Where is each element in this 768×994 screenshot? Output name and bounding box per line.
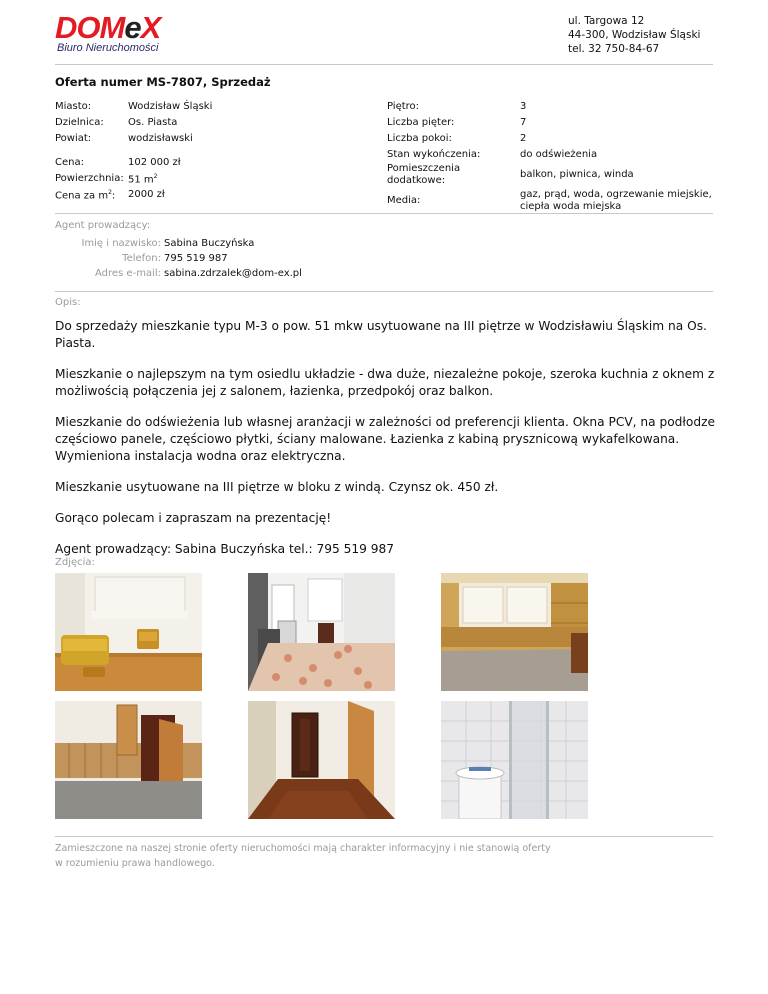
description-paragraph: Mieszkanie o najlepszym na tym osiedlu układzie - dwa duże, niezależne pokoje, szeroka kuchnia z oknem z możliwością połączenia jej z salonem, łazienka, przedpokój oraz balkon. bbox=[55, 367, 715, 398]
detail-row-extra-rooms: Pomieszczenia dodatkowe: balkon, piwnica, winda bbox=[387, 163, 634, 186]
detail-row-media: Media: gaz, prąd, woda, ogrzewanie miejskie, ciepła woda miejska bbox=[387, 189, 712, 212]
agent-email[interactable]: sabina.zdrzalek@dom-ex.pl bbox=[164, 268, 302, 279]
logo-subtitle: Biuro Nieruchomości bbox=[57, 42, 159, 54]
details-divider bbox=[55, 213, 713, 214]
description-paragraph: Do sprzedaży mieszkanie typu M-3 o pow. 51 mkw usytuowane na III piętrze w Wodzisławiu Śląskim na Os. Piasta. bbox=[55, 319, 707, 350]
description-body bbox=[55, 318, 715, 572]
agent-name-row: Imię i nazwisko: Sabina Buczyńska bbox=[80, 236, 302, 251]
photo-hallway[interactable] bbox=[248, 701, 395, 819]
description-section-label: Opis: bbox=[55, 297, 81, 308]
description-paragraph: Agent prowadzący: Sabina Buczyńska tel.: 795 519 987 bbox=[55, 542, 395, 556]
disclaimer-line1: Zamieszczone na naszej stronie oferty nieruchomości mają charakter informacyjny i nie stanowią oferty bbox=[55, 843, 551, 854]
photos-section-label: Zdjęcia: bbox=[55, 557, 95, 568]
agent-info bbox=[80, 236, 302, 281]
legal-disclaimer bbox=[55, 841, 551, 871]
agent-section-label: Agent prowadzący: bbox=[55, 220, 151, 231]
company-logo bbox=[55, 12, 255, 54]
description-paragraph: Mieszkanie do odświeżenia lub własnej aranżacji w zależności od preferencji klienta. Okna PCV, na podłodze częściowo panele, częściowo płytki, ściany malowane. Łazienka z kabiną prysznicową wykafelkowana. Wymieniona instalacja wodna oraz elektryczna. bbox=[55, 415, 715, 463]
offer-title: Oferta numer MS-7807, Sprzedaż bbox=[55, 75, 271, 89]
detail-row-condition: Stan wykończenia: do odświeżenia bbox=[387, 149, 598, 160]
detail-row-rooms: Liczba pokoi: 2 bbox=[387, 133, 527, 144]
office-phone: tel. 32 750-84-67 bbox=[568, 43, 660, 55]
description-paragraph: Gorąco polecam i zapraszam na prezentację! bbox=[55, 511, 332, 525]
photo-bathroom[interactable] bbox=[441, 701, 588, 819]
photo-living-room[interactable] bbox=[55, 573, 202, 691]
office-address-line1: ul. Targowa 12 bbox=[568, 15, 645, 27]
header-divider bbox=[55, 64, 713, 65]
agent-name: Sabina Buczyńska bbox=[164, 238, 255, 249]
footer-divider bbox=[55, 836, 713, 837]
detail-row-district: Dzielnica: Os. Piasta bbox=[55, 117, 178, 128]
agent-phone: 795 519 987 bbox=[164, 253, 228, 264]
detail-row-floors: Liczba pięter: 7 bbox=[387, 117, 527, 128]
agent-phone-row: Telefon: 795 519 987 bbox=[80, 251, 302, 266]
office-address-line2: 44-300, Wodzisław Śląski bbox=[568, 29, 701, 41]
disclaimer-line2: w rozumieniu prawa handlowego. bbox=[55, 858, 215, 869]
agent-email-row: Adres e-mail: sabina.zdrzalek@dom-ex.pl bbox=[94, 268, 302, 279]
offer-details-right bbox=[387, 99, 712, 215]
agent-divider bbox=[55, 291, 713, 292]
photo-kitchen[interactable] bbox=[248, 573, 395, 691]
detail-row-price: Cena: 102 000 zł bbox=[55, 157, 181, 168]
offer-details-left bbox=[55, 99, 212, 203]
logo-wordmark: DOMeX bbox=[55, 10, 161, 45]
detail-row-county: Powiat: wodzisławski bbox=[55, 133, 193, 144]
detail-row-city: Miasto: Wodzisław Śląski bbox=[55, 101, 213, 112]
photo-room-panelled[interactable] bbox=[441, 573, 588, 691]
detail-row-floor: Piętro: 3 bbox=[387, 101, 527, 112]
photo-room-doors[interactable] bbox=[55, 701, 202, 819]
description-paragraph: Mieszkanie usytuowane na III piętrze w bloku z windą. Czynsz ok. 450 zł. bbox=[55, 480, 499, 494]
office-contact bbox=[568, 14, 700, 56]
detail-row-area: Powierzchnia: 51 $m^2$ bbox=[55, 173, 158, 186]
detail-row-price-per-m2: Cena za $m^2$: 2000 zł bbox=[55, 189, 165, 202]
